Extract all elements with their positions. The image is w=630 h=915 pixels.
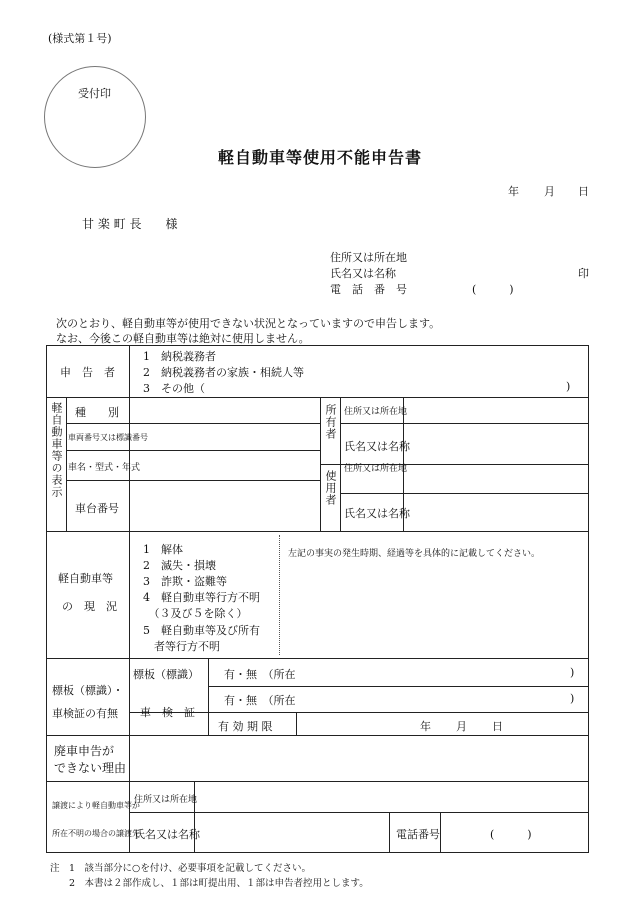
seal-mark: 印 xyxy=(578,267,589,280)
inspection-label: 車 検 証 xyxy=(140,706,195,719)
status-option-5[interactable]: 5 軽自動車等及び所有 xyxy=(143,624,260,637)
transferee-phone-label: 電話番号 xyxy=(396,828,440,841)
declarant-option-1[interactable]: 1 納税義務者 xyxy=(143,350,216,363)
note-2: 2 本書は２部作成し、１部は町提出用、１部は申告者控用とします。 xyxy=(50,878,369,889)
intro-line-1: 次のとおり、軽自動車等が使用できない状況となっていますので申告します。 xyxy=(56,317,441,330)
vehicle-section-label: 軽自動車等の表示 xyxy=(50,402,63,498)
status-option-5-cont: 者等行方不明 xyxy=(143,640,220,653)
user-address-label: 住所又は所在地 xyxy=(344,464,408,474)
transferee-label-2: 所在不明の場合の譲渡先 xyxy=(52,829,140,838)
reception-stamp-circle xyxy=(44,66,146,168)
validity-day: 日 xyxy=(492,720,503,733)
owner-label: 所有者 xyxy=(324,404,337,440)
transferee-label-1: 譲渡により軽自動車等が xyxy=(52,801,140,810)
applicant-phone-label: 電 話 番 号 xyxy=(330,283,407,296)
validity-month: 月 xyxy=(456,720,467,733)
form-number: (様式第１号) xyxy=(48,32,112,45)
status-option-2[interactable]: 2 滅失・損壊 xyxy=(143,559,216,572)
date-day: 日 xyxy=(578,185,589,198)
plate-label-2: 車検証の有無 xyxy=(52,707,118,720)
transferee-name-label: 氏名又は名称 xyxy=(134,828,200,841)
user-name-label: 氏名又は名称 xyxy=(344,507,410,520)
page-title: 軽自動車等使用不能申告書 xyxy=(218,148,423,167)
plate-sub-label: 標板（標識） xyxy=(133,668,199,681)
intro-line-2: なお、今後この軽自動車等は絶対に使用しません。 xyxy=(56,332,310,345)
applicant-address-label: 住所又は所在地 xyxy=(330,251,407,264)
vehicle-model-label: 車名・型式・年式 xyxy=(68,463,141,473)
status-option-3[interactable]: 3 詐欺・盗難等 xyxy=(143,575,227,588)
owner-name-label: 氏名又は名称 xyxy=(344,440,410,453)
declarant-label: 申 告 者 xyxy=(60,366,115,379)
inspection-close-paren: ) xyxy=(570,692,575,705)
reason-label-2: できない理由 xyxy=(54,761,127,775)
vehicle-chassis-label: 車台番号 xyxy=(75,502,119,515)
declarant-option-2[interactable]: 2 納税義務者の家族・相続人等 xyxy=(143,366,304,379)
addressee: 甘 楽 町 長 様 xyxy=(82,217,178,231)
validity-label: 有 効 期 限 xyxy=(218,720,273,733)
note-1: 注 1 該当部分に○を付け、必要事項を記載してください。 xyxy=(50,863,311,874)
validity-year: 年 xyxy=(420,720,431,733)
plate-label-1: 標板（標識）・ xyxy=(52,684,124,697)
user-label: 使用者 xyxy=(324,470,337,506)
status-option-4-note: （３及び５を除く） xyxy=(143,607,248,620)
vehicle-type-label: 種 別 xyxy=(75,406,119,419)
status-option-4[interactable]: 4 軽自動車等行方不明 xyxy=(143,591,260,604)
status-note: 左記の事実の発生時期、経過等を具体的に記載してください。 xyxy=(288,549,541,559)
transferee-phone-paren: ( ) xyxy=(490,828,532,841)
applicant-phone-paren: ( ) xyxy=(472,283,514,296)
stamp-label: 受付印 xyxy=(78,87,111,100)
status-label-1: 軽自動車等 xyxy=(58,572,113,585)
status-label-2: の 現 況 xyxy=(62,600,117,613)
date-month: 月 xyxy=(544,185,555,198)
owner-address-label: 住所又は所在地 xyxy=(344,407,408,417)
plate-close-paren: ) xyxy=(570,666,575,679)
date-year: 年 xyxy=(508,185,519,198)
declarant-option-3[interactable]: 3 その他（ xyxy=(143,382,205,395)
applicant-name-label: 氏名又は名称 xyxy=(330,267,396,280)
reason-label-1: 廃車申告が xyxy=(54,744,115,758)
declarant-close-paren: ) xyxy=(566,380,571,393)
status-option-1[interactable]: 1 解体 xyxy=(143,543,183,556)
plate-value[interactable]: 有・無 （所在 xyxy=(224,668,296,681)
inspection-value[interactable]: 有・無 （所在 xyxy=(224,694,296,707)
vehicle-number-label: 車両番号又は標識番号 xyxy=(68,433,148,442)
transferee-address-label: 住所又は所在地 xyxy=(134,795,198,805)
